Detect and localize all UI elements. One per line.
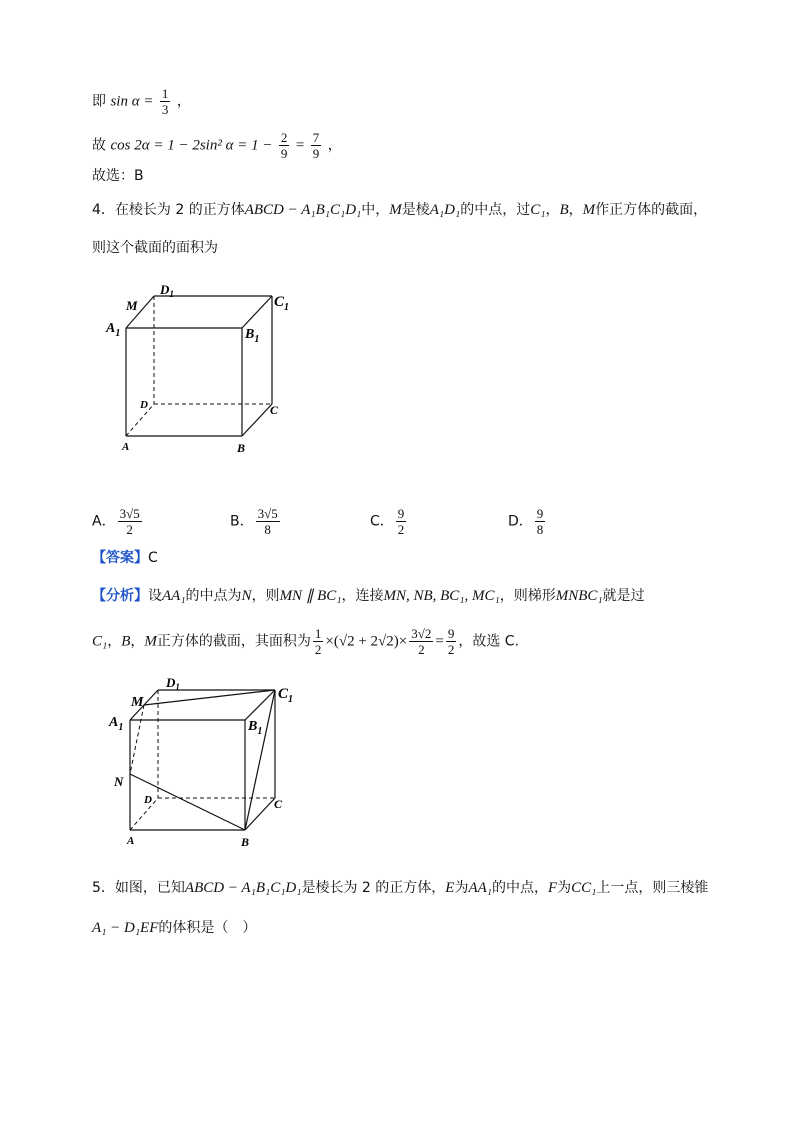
label-b: B xyxy=(237,441,246,455)
analysis-line1: 【分析】设AA₁的中点为N，则MN ∥ BC₁，连接MN, NB, BC₁, MC₁，则梯形MNBC₁就是过 xyxy=(92,588,645,604)
text-suffix: ， xyxy=(327,137,342,154)
cube-figure-1 xyxy=(100,278,310,458)
edge-b1c1 xyxy=(245,690,275,720)
fraction-height: $\frac{3√2}{2}$ xyxy=(411,626,432,657)
text-suffix: ， xyxy=(176,93,191,110)
option-b: B． $\frac{3√5}{8}$ xyxy=(230,506,278,537)
equals-sign: = xyxy=(295,137,305,154)
option-d: D． $\frac{9}{8}$ xyxy=(508,506,544,537)
label-c1: $C_1$ xyxy=(278,686,294,705)
label-n: N xyxy=(114,774,124,789)
analysis-tag: 【分析】 xyxy=(92,588,148,604)
label-m: M xyxy=(126,298,138,313)
answer-line xyxy=(92,548,158,568)
section-mc1 xyxy=(144,690,275,705)
option-c-fraction: $\frac{9}{2}$ xyxy=(397,506,405,537)
math-cos-double-angle: cos 2α = 1 − 2sin² α = 1 − xyxy=(110,137,273,154)
question-5-line2: A₁ − D₁EF的体积是（ ） xyxy=(92,920,257,936)
fraction-one-third: $\frac{1}{3}$ xyxy=(161,86,169,117)
fraction-seven-ninths: $\frac{7}{9}$ xyxy=(312,130,320,161)
label-c: C xyxy=(274,797,283,811)
label-c: C xyxy=(270,403,279,417)
fraction-two-ninths: $\frac{2}{9}$ xyxy=(280,130,288,161)
question-4-line1: 4．在棱长为 2 的正方体ABCD − A₁B₁C₁D₁中，M是棱A₁D₁的中点，过C₁，B，M作正方体的截面， xyxy=(92,202,708,218)
question-4-line2: 则这个截面的面积为 xyxy=(92,240,218,256)
question-5-line1: 5．如图，已知ABCD − A₁B₁C₁D₁是棱长为 2 的正方体，E为AA₁的中点，F为CC₁上一点，则三棱锥 xyxy=(92,880,709,896)
answer-value: C xyxy=(148,550,158,566)
solution-line-sin xyxy=(92,86,191,117)
label-a1: $A_1$ xyxy=(109,715,124,733)
label-a: A xyxy=(127,835,135,847)
edge-bc xyxy=(242,404,272,436)
label-d: D xyxy=(140,399,148,411)
label-a1: $A_1$ xyxy=(106,321,121,339)
label-b: B xyxy=(241,835,250,849)
label-d: D xyxy=(144,794,152,806)
answer-tag: 【答案】 xyxy=(92,550,148,566)
fraction-result: $\frac{9}{2}$ xyxy=(447,626,455,657)
analysis-line2: C₁，B，M正方体的截面，其面积为 $\frac{1}{2}$ ×(√2 + 2√2)× $\frac{3√2}{2}$ = $\frac{9}{2}$ ，故选 C. xyxy=(92,626,520,657)
solution-line-choice: 故选：B xyxy=(92,168,144,184)
fraction-half: $\frac{1}{2}$ xyxy=(314,626,322,657)
area-expression: ×(√2 + 2√2)× xyxy=(325,633,408,650)
label-b1: $B_1$ xyxy=(248,719,263,737)
option-b-fraction: $\frac{3√5}{8}$ xyxy=(257,506,278,537)
label-b1: $B_1$ xyxy=(245,327,260,345)
label-d1: $D_1$ xyxy=(160,282,174,299)
label-d1: $D_1$ xyxy=(166,675,180,692)
label-m: M xyxy=(131,695,144,710)
solution-line-cos xyxy=(92,130,342,161)
option-a-fraction: $\frac{3√5}{2}$ xyxy=(119,506,140,537)
edge-bc xyxy=(245,798,275,830)
label-c1: $C_1$ xyxy=(274,294,290,313)
label-a: A xyxy=(122,441,130,453)
section-bc1 xyxy=(245,690,275,830)
text-prefix: 故 xyxy=(92,137,106,154)
math-cube-name: ABCD − A₁B₁C₁D₁ xyxy=(244,202,362,218)
option-d-fraction: $\frac{9}{8}$ xyxy=(536,506,544,537)
section-mn xyxy=(130,705,144,774)
option-a: A． $\frac{3√5}{2}$ xyxy=(92,506,140,537)
text-prefix: 即 xyxy=(92,93,106,110)
edge-b1c1 xyxy=(242,296,272,328)
math-sin-alpha: sin α = xyxy=(110,93,154,110)
option-c: C． $\frac{9}{2}$ xyxy=(370,506,405,537)
cube-figure-2 xyxy=(100,670,310,855)
